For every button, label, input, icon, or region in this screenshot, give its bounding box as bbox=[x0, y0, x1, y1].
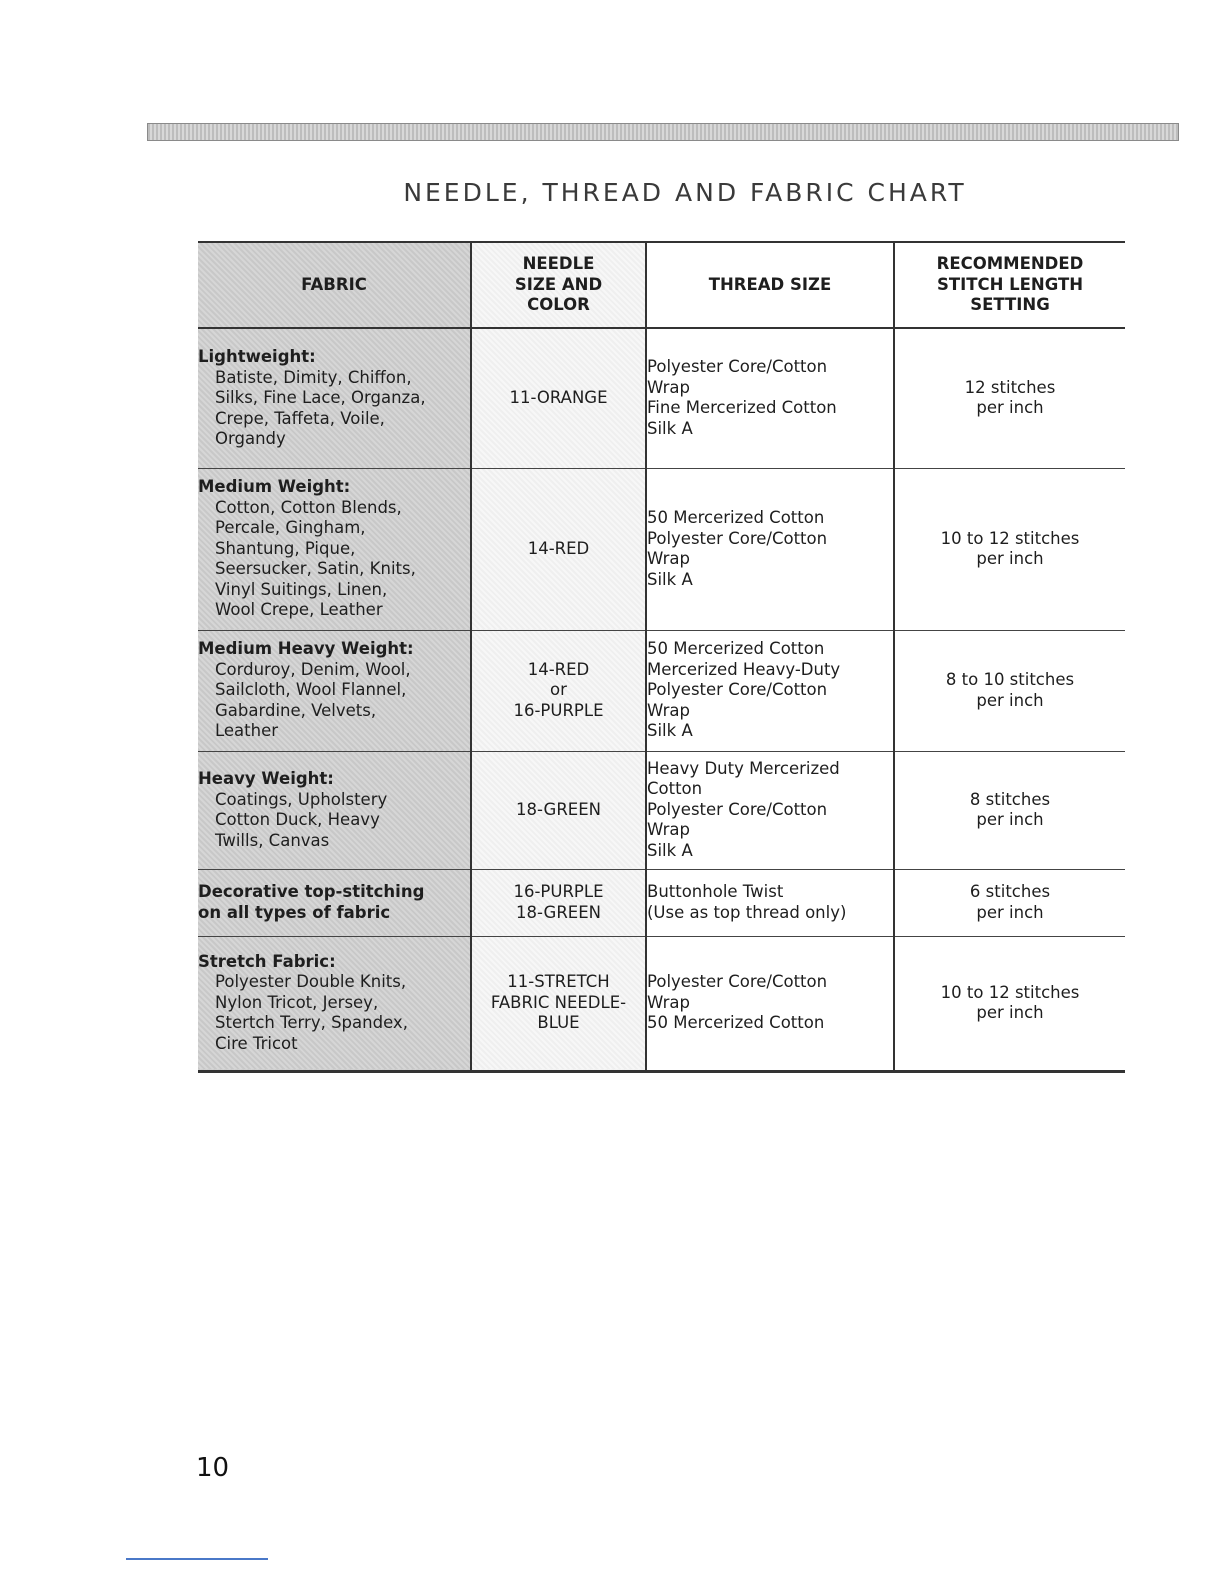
top-decorative-rule bbox=[147, 123, 1179, 141]
stitch-value: per inch bbox=[976, 398, 1044, 418]
thread-value: Wrap bbox=[647, 820, 690, 840]
table-row bbox=[198, 468, 1125, 630]
header-stitch-line: RECOMMENDED bbox=[936, 254, 1084, 274]
needle-thread-fabric-table bbox=[198, 241, 1125, 1073]
fabric-item: Batiste, Dimity, Chiffon, bbox=[215, 367, 412, 387]
needle-value: 14-RED bbox=[527, 538, 590, 558]
header-fabric bbox=[198, 242, 471, 328]
fabric-items bbox=[198, 368, 470, 450]
thread-value: Fine Mercerized Cotton bbox=[647, 398, 837, 418]
bottom-rule bbox=[126, 1558, 268, 1560]
header-needle-line: SIZE AND bbox=[514, 274, 603, 294]
fabric-category: Stretch Fabric: bbox=[198, 951, 336, 971]
thread-value: Cotton bbox=[647, 779, 703, 799]
page-number: 10 bbox=[196, 1453, 230, 1483]
stitch-cell bbox=[894, 936, 1125, 1071]
fabric-cell bbox=[198, 468, 471, 630]
fabric-item: Nylon Tricot, Jersey, bbox=[215, 992, 379, 1012]
thread-value: Polyester Core/Cotton bbox=[647, 680, 828, 700]
fabric-item: Vinyl Suitings, Linen, bbox=[215, 579, 388, 599]
fabric-items bbox=[198, 660, 470, 742]
fabric-category: Decorative top-stitching bbox=[198, 882, 425, 901]
stitch-value: 10 to 12 stitches bbox=[940, 982, 1080, 1002]
table-row bbox=[198, 936, 1125, 1071]
fabric-cell bbox=[198, 630, 471, 751]
thread-value: Silk A bbox=[647, 721, 693, 741]
stitch-cell bbox=[894, 328, 1125, 468]
fabric-item: Cire Tricot bbox=[215, 1033, 298, 1053]
thread-value: Mercerized Heavy-Duty bbox=[647, 659, 841, 679]
header-needle-line: COLOR bbox=[527, 295, 590, 315]
fabric-category: Lightweight: bbox=[198, 347, 316, 366]
stitch-cell bbox=[894, 630, 1125, 751]
stitch-value: 8 to 10 stitches bbox=[945, 670, 1075, 689]
header-needle-line: NEEDLE bbox=[522, 254, 595, 274]
chart-title: NEEDLE, THREAD AND FABRIC CHART bbox=[403, 178, 967, 207]
table-row bbox=[198, 869, 1125, 936]
fabric-item: Gabardine, Velvets, bbox=[215, 700, 377, 720]
needle-value: 11-STRETCH bbox=[507, 972, 610, 992]
header-thread bbox=[646, 242, 894, 328]
thread-value: 50 Mercerized Cotton bbox=[647, 639, 825, 659]
fabric-items bbox=[198, 498, 470, 621]
fabric-category: Medium Weight: bbox=[198, 477, 351, 497]
fabric-item: Cotton Duck, Heavy bbox=[215, 810, 380, 829]
stitch-cell bbox=[894, 869, 1125, 936]
thread-value: (Use as top thread only) bbox=[647, 902, 847, 922]
fabric-item: Crepe, Taffeta, Voile, bbox=[215, 408, 385, 428]
needle-value: FABRIC NEEDLE- bbox=[490, 992, 627, 1012]
fabric-item: Twills, Canvas bbox=[215, 830, 330, 850]
fabric-category: Medium Heavy Weight: bbox=[198, 639, 414, 659]
thread-cell bbox=[646, 869, 894, 936]
stitch-value: per inch bbox=[976, 690, 1044, 710]
needle-cell bbox=[471, 751, 646, 869]
header-stitch bbox=[894, 242, 1125, 328]
fabric-cell bbox=[198, 751, 471, 869]
stitch-value: 8 stitches bbox=[969, 789, 1051, 809]
needle-cell bbox=[471, 468, 646, 630]
needle-value: 18-GREEN bbox=[516, 902, 601, 922]
fabric-category: Heavy Weight: bbox=[198, 769, 334, 788]
thread-value: Wrap bbox=[647, 377, 690, 397]
needle-value: 11-ORANGE bbox=[509, 388, 608, 407]
fabric-item: Sailcloth, Wool Flannel, bbox=[215, 680, 407, 700]
needle-value: 16-PURPLE bbox=[513, 882, 604, 901]
needle-cell bbox=[471, 936, 646, 1071]
thread-value: Buttonhole Twist bbox=[647, 882, 784, 901]
table-row bbox=[198, 328, 1125, 468]
thread-value: 50 Mercerized Cotton bbox=[647, 1013, 825, 1033]
fabric-item: Shantung, Pique, bbox=[215, 538, 356, 558]
table-body bbox=[198, 328, 1125, 1071]
thread-cell bbox=[646, 468, 894, 630]
fabric-item: Seersucker, Satin, Knits, bbox=[215, 559, 416, 579]
fabric-item: Coatings, Upholstery bbox=[215, 789, 388, 809]
thread-value: Wrap bbox=[647, 700, 690, 720]
fabric-item: Corduroy, Denim, Wool, bbox=[215, 659, 411, 679]
stitch-cell bbox=[894, 751, 1125, 869]
needle-value: BLUE bbox=[537, 1013, 580, 1033]
fabric-item: Polyester Double Knits, bbox=[215, 972, 407, 992]
needle-cell bbox=[471, 869, 646, 936]
thread-value: Polyester Core/Cotton bbox=[647, 972, 828, 992]
needle-value: 18-GREEN bbox=[516, 799, 601, 819]
fabric-item: Silks, Fine Lace, Organza, bbox=[215, 388, 426, 407]
stitch-value: 10 to 12 stitches bbox=[940, 528, 1080, 548]
fabric-item: Stertch Terry, Spandex, bbox=[215, 1013, 408, 1033]
thread-cell bbox=[646, 936, 894, 1071]
fabric-cell bbox=[198, 936, 471, 1071]
thread-value: Wrap bbox=[647, 992, 690, 1012]
thread-value: Polyester Core/Cotton bbox=[647, 799, 828, 819]
header-stitch-line: STITCH LENGTH bbox=[936, 274, 1084, 294]
header-stitch-line: SETTING bbox=[970, 295, 1050, 315]
thread-value: Silk A bbox=[647, 840, 693, 860]
fabric-item: Percale, Gingham, bbox=[215, 518, 366, 538]
header-thread-label: THREAD SIZE bbox=[708, 274, 832, 294]
needle-cell bbox=[471, 328, 646, 468]
fabric-items bbox=[198, 972, 470, 1054]
thread-cell bbox=[646, 630, 894, 751]
fabric-item: Organdy bbox=[215, 429, 286, 448]
thread-cell bbox=[646, 328, 894, 468]
fabric-item: Wool Crepe, Leather bbox=[215, 600, 383, 620]
fabric-items bbox=[198, 790, 470, 852]
thread-value: 50 Mercerized Cotton bbox=[647, 508, 825, 527]
fabric-cell bbox=[198, 869, 471, 936]
thread-value: Polyester Core/Cotton bbox=[647, 357, 828, 377]
thread-value: Silk A bbox=[647, 418, 693, 438]
header-fabric-label: FABRIC bbox=[301, 274, 367, 294]
stitch-value: 12 stitches bbox=[964, 377, 1056, 397]
stitch-cell bbox=[894, 468, 1125, 630]
table-row bbox=[198, 630, 1125, 751]
fabric-category: on all types of fabric bbox=[198, 902, 391, 922]
stitch-value: per inch bbox=[976, 810, 1044, 829]
thread-value: Wrap bbox=[647, 549, 690, 568]
stitch-value: 6 stitches bbox=[969, 882, 1051, 901]
thread-value: Heavy Duty Mercerized bbox=[647, 758, 840, 778]
fabric-item: Cotton, Cotton Blends, bbox=[215, 497, 402, 517]
needle-value: 14-RED bbox=[527, 659, 590, 679]
stitch-value: per inch bbox=[976, 549, 1044, 568]
needle-value: 16-PURPLE bbox=[513, 700, 604, 720]
header-needle bbox=[471, 242, 646, 328]
thread-value: Silk A bbox=[647, 569, 693, 589]
thread-value: Polyester Core/Cotton bbox=[647, 528, 828, 548]
stitch-value: per inch bbox=[976, 902, 1044, 922]
header-row bbox=[198, 242, 1125, 328]
needle-value: or bbox=[550, 680, 567, 700]
fabric-cell bbox=[198, 328, 471, 468]
thread-cell bbox=[646, 751, 894, 869]
needle-cell bbox=[471, 630, 646, 751]
fabric-item: Leather bbox=[215, 721, 279, 741]
table-row bbox=[198, 751, 1125, 869]
stitch-value: per inch bbox=[976, 1003, 1044, 1022]
